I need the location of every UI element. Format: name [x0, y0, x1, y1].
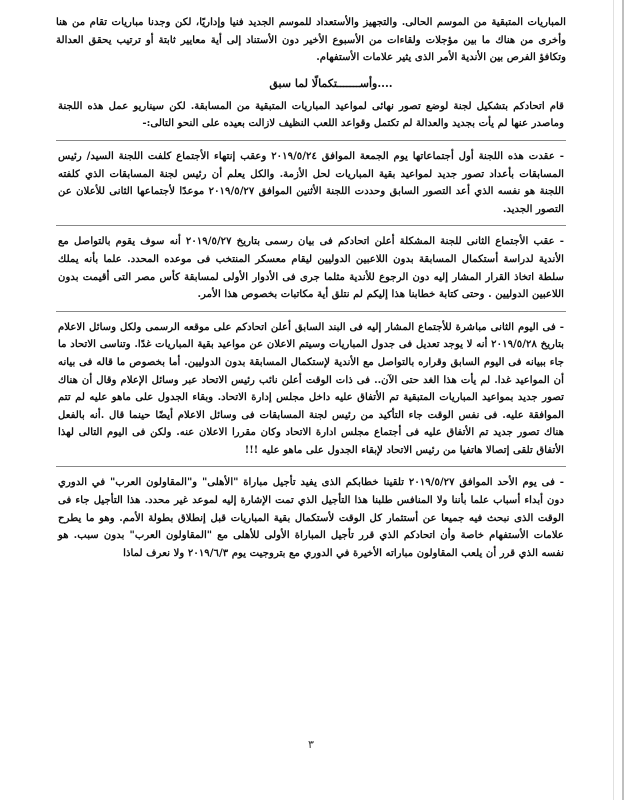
- paragraph: - فى اليوم الثانى مباشرة للأجتماع المشار إليه فى البند السابق أعلن اتحادكم على موقعه الرسمى ولكل وسائل الاعلام بتاريخ ٢٠١٩/٥/٢٨ أنه لا يوجد تعديل فى جدول المباريات وسيتم الاعلان عن مواعيد بقية المباريات غدًا. وتناسى الاتحاد ما جاء ببيانه فى اليوم السابق وقراره بالتواصل مع الأندية لإستكمال المسابقة بدون الدوليين. أما بخصوص ما قاله فى بيانه أن المواعيد غدا. لم يأت هذا الغد حتى الآن.. فى ذات الوقت أعلن نائب رئيس الاتحاد عبر وسائل الإعلام وقال أن هناك تصور جديد بمواعيد المباريات المتبقية تم الأتفاق عليه داخل مجلس إدارة الاتحاد. وبقاء الجدول على ماهو عليه لم تتم الموافقة عليه. فى نفس الوقت جاء التأكيد من رئيس لجنة المسابقات فى وسائل الاعلام أيضًا حينما قال .أنه بالفعل هناك تصور جديد تم الأتفاق عليه فى أجتماع مجلس ادارة الاتحاد وكان مقررا الاعلان عنه. ولكن فى اليوم التالى لهذا الأتفاق تلقى إتصالا هاتفيا من رئيس الاتحاد لإبقاء الجدول على ماهو عليه !!!: [58, 320, 564, 456]
- paragraph: - عقدت هذه اللجنة أول أجتماعاتها يوم الجمعة الموافق ٢٠١٩/٥/٢٤ وعقب إنتهاء الأجتماع كلفت اللجنة السيد/ رئيس المسابقات بأعداد تصور جديد لمواعيد بقية المباريات لحل الأزمة. والكل يعلم أن رئيس لجنة المسابقات الذي كلفته اللجنة هو نفسه الذي أعد التصور السابق وحددت اللجنة الأثنين الموافق ٢٠١٩/٥/٢٧ موعدًا لأجتماعها الثانى للأعلان عن التصور الجديد.: [58, 149, 564, 215]
- divider: [56, 466, 566, 467]
- paragraph-block-4: [56, 319, 566, 460]
- page-number: ٣: [308, 738, 314, 751]
- paragraph: - فى يوم الأحد الموافق ٢٠١٩/٥/٢٧ تلقينا خطابكم الذى يفيد تأجيل مباراة "الأهلى" و"المقاولون العرب" في الدوري دون أبداء أسباب علما بأننا ولا المنافس طلبنا هذا التأجيل الذي تمت الإشارة إليه لموعد غير محدد. هذا التأجيل جاء فى الوقت الذى نبحث فيه جميعا عن أستثمار كل الوقت لأستكمال بقية المباريات قبل إنطلاق بطولة الأمم. وهو ما يطرح علامات الأستفهام خاصة وأن اتحادكم الذي قرر تأجيل المباراة الأولى للأهلى مع "المقاولون العرب" بدون سبب. هو نفسه الذي قرر أن يلعب المقاولون مباراته الأخيرة في الدوري مع بتروجيت يوم ٢٠١٩/٦/٣ ولا نعرف لماذا: [58, 476, 564, 559]
- paragraph-block-3: [56, 233, 566, 303]
- divider: [56, 225, 566, 226]
- divider: [56, 311, 566, 312]
- paragraph-block-1: [56, 98, 566, 133]
- intro-paragraph: المباريات المتبقية من الموسم الحالى. والتجهيز والأستعداد للموسم الجديد فنيا وإداريًا، لكن وجدنا مباريات تقام من هنا وأخرى من هناك ما بين مؤجلات ولقاءات من الأسبوع الأخير دون الأستناد إلى أية معايير ثابتة أو ترتيب يحقق العدالة وتكافؤ الفرص بين الأندية الأمر الذى يثير علامات الأستفهام.: [56, 16, 566, 64]
- paragraph-block-2: [56, 148, 566, 218]
- paragraph: قام اتحادكم بتشكيل لجنة لوضع تصور نهائى لمواعيد المباريات المتبقية من المسابقة. لكن سيناريو عمل هذه اللجنة وماصدر عنها لم يأت بجديد والعدالة لم تكتمل وقواعد اللعب النظيف لازالت بعيده على النحو التالى:-: [58, 99, 564, 130]
- paragraph-block-5: [56, 474, 566, 562]
- divider: [56, 140, 566, 141]
- paragraph: - عقب الأجتماع الثانى للجنة المشكلة أعلن اتحادكم فى بيان رسمى بتاريخ ٢٠١٩/٥/٢٧ أنه سوف يقوم بالتواصل مع الأندية لدراسة أستكمال المسابقة بدون اللاعبين الدوليين ليقام معسكر المنتخب فى موعده المحدد. علما بأنه يملك سلطة اتخاذ القرار المشار إليه دون الرجوع للأندية مثلما جرى فى الأدوار الأولى لمسابقة كأس مصر التى أقيمت بدون اللاعبين الدوليين . وحتى كتابة خطابنا هذا إليكم لم نتلق أية مكاتبات بخصوص هذا الأمر.: [58, 235, 564, 301]
- section-heading: ....وأســـــــتكمالًا لما سبق: [269, 76, 393, 90]
